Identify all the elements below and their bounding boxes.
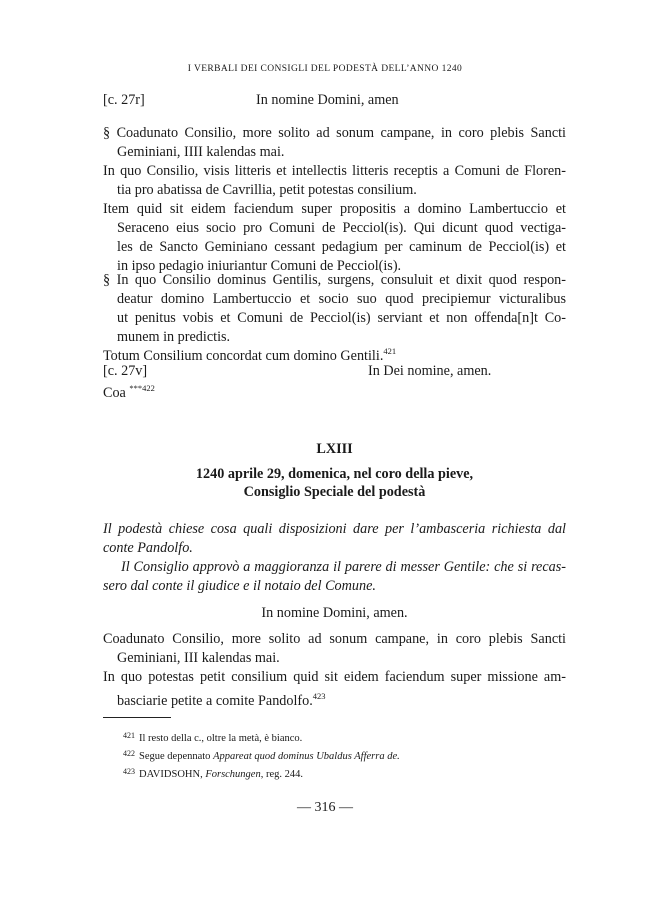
- text-line: tia pro abatissa de Cavrillia, petit potestas consilium.: [117, 182, 417, 198]
- text-line: § In quo Consilio dominus Gentilis, surgens, consuluit et dixit quod respon-: [103, 272, 566, 288]
- text-line: deatur domino Lambertuccio et socio suo quod precipiemur victuralibus: [117, 291, 566, 307]
- invocation: In nomine Domini, amen: [256, 92, 399, 108]
- text-line: sero dal conte il giudice e il notaio del Comune.: [103, 578, 376, 594]
- folio-reference: [c. 27r]: [103, 92, 145, 108]
- text-line: Item quid sit eidem faciendum super propositis a domino Lambertuccio et: [103, 201, 566, 217]
- paragraph-coadunato: [103, 124, 566, 162]
- text-line: Il podestà chiese cosa quali disposizioni dare per l’ambasceria richiesta dal: [103, 521, 566, 537]
- text-line: Il Consiglio approvò a maggioranza il parere di messer Gentile: che si recas-: [121, 559, 566, 575]
- text-line: § Coadunato Consilio, more solito ad sonum campane, in coro plebis Sancti: [103, 125, 566, 141]
- footnote-ref: ***422: [129, 383, 155, 393]
- footnote-number: 421: [123, 731, 135, 740]
- text-line: Geminiani, III kalendas mai.: [117, 650, 280, 666]
- text-line: basciarie petite a comite Pandolfo.: [117, 693, 313, 709]
- invocation: In Dei nomine, amen.: [368, 363, 492, 379]
- text-line: In quo Consilio, visis litteris et intellectis litteris receptis a Comuni de Floren-: [103, 163, 566, 179]
- coa-text: Coa: [103, 385, 126, 401]
- paragraph-in-quo-consilio: [103, 162, 566, 200]
- footnote-italic-text: Forschungen: [205, 769, 261, 780]
- footnote-text: , reg. 244.: [260, 769, 304, 780]
- text-line: Coadunato Consilio, more solito ad sonum campane, in coro plebis Sancti: [103, 631, 566, 647]
- footnote-ref: 421: [383, 346, 397, 356]
- text-line: conte Pandolfo.: [103, 540, 193, 556]
- totum-text: Totum Consilium concordat cum domino Gentili.: [103, 348, 384, 364]
- text-line: In quo potestas petit consilium quid sit eidem faciendum super missione am-: [103, 669, 566, 685]
- text-line: ut penitus vobis et Comuni de Pecciol(is) serviant et non offenda[n]t Co-: [117, 310, 566, 326]
- footnote-421: [123, 728, 563, 746]
- footnote-422: [123, 746, 563, 764]
- regesto: [103, 520, 566, 596]
- document-date-line-1: 1240 aprile 29, domenica, nel coro della pieve,: [195, 466, 474, 482]
- text-line: in ipso pedagio iniuriantur Comuni de Pecciol(is).: [117, 258, 402, 274]
- document-date-line-2: Consiglio Speciale del podestà: [243, 484, 426, 500]
- folio-line-27r: [103, 91, 566, 110]
- footnote-ref: 423: [312, 691, 326, 701]
- paragraph-gentilis: [103, 271, 566, 347]
- document-number: LXIII: [316, 441, 353, 457]
- footnote-423: $^{423}$ DAVIDSOHN, Forschungen, reg. 244.: [123, 767, 304, 780]
- footnote-italic-text: Appareat quod dominus Ubaldus Afferra de.: [213, 751, 400, 762]
- text-line: les de Sancto Geminiano cessant pedagium per caminum de Pecciol(is) et: [117, 239, 566, 255]
- paragraph-in-quo-potestas: [103, 668, 566, 711]
- footnote-divider: [103, 717, 171, 718]
- footnote-number: 423: [123, 767, 135, 776]
- page-number: — 316 —: [297, 800, 353, 815]
- footnote-text: Il resto della c., oltre la metà, è bianco.: [139, 733, 303, 744]
- text-line: Geminiani, IIII kalendas mai.: [117, 144, 285, 160]
- folio-reference: [c. 27v]: [103, 363, 148, 379]
- document-invocation: In nomine Domini, amen.: [261, 605, 408, 621]
- footnote-text: Segue depennato: [139, 751, 214, 762]
- running-header: I VERBALI DEI CONSIGLI DEL PODESTÀ DELL’ANNO 1240: [187, 64, 463, 74]
- text-line: Seraceno eius socio pro Comuni de Pecciol(is). Qui dicunt quod vectiga-: [117, 220, 566, 236]
- footnote-author: DAVIDSOHN: [139, 769, 201, 780]
- paragraph-item-quid: [103, 200, 566, 276]
- footnote-number: 422: [123, 749, 135, 758]
- text-line: munem in predictis.: [117, 329, 231, 345]
- coa-line: [103, 379, 566, 403]
- paragraph-coadunato-2: [103, 630, 566, 668]
